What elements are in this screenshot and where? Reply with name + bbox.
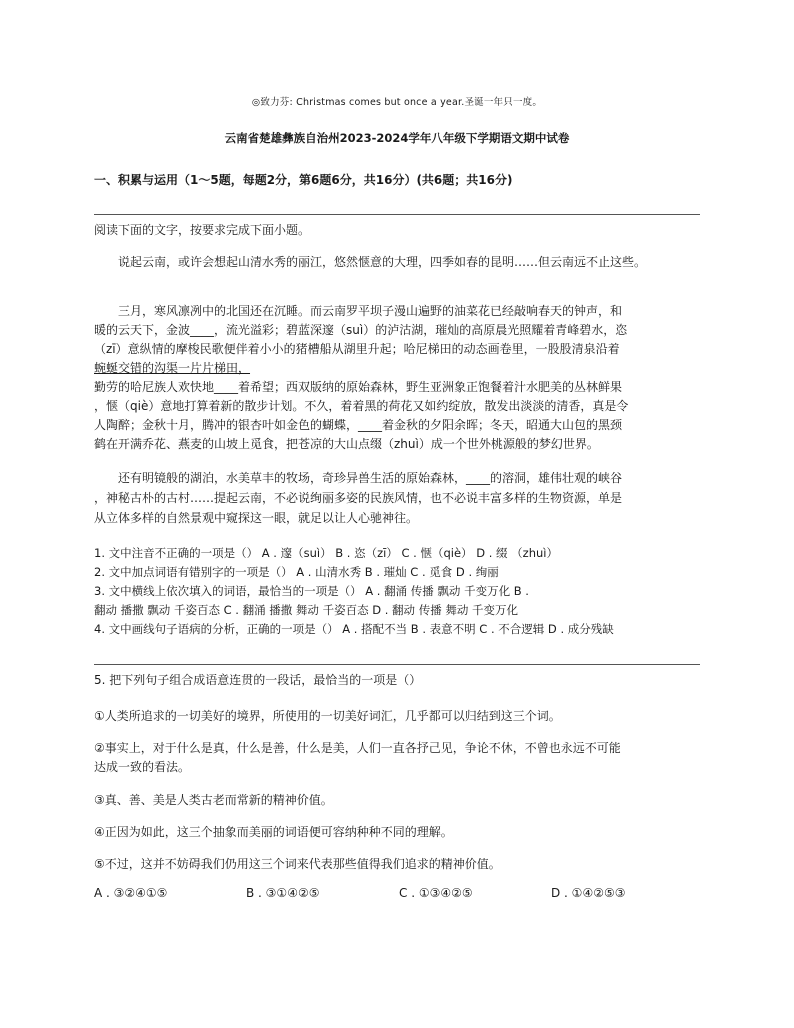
question-2: 2. 文中加点词语有错别字的一项是（） A . 山清水秀 B . 璀灿 C . 觅食 D . 绚丽 <box>94 565 499 579</box>
p2-line-5: 勤劳的哈尼族人欢快地____着希望；西双版纳的原始森林，野生亚洲象正饱餐着汁水肥美的丛林鲜果 <box>94 380 623 394</box>
section-heading: 一、积累与运用（1～5题，每题2分，第6题6分，共16分）(共6题；共16分) <box>94 173 513 187</box>
header-motto: ◎致力芬: Christmas comes but once a year.圣诞一年只一度。 <box>251 97 543 108</box>
question-3-line-1: 3. 文中横线上依次填入的词语，最恰当的一项是（） A . 翻涌 传播 飘动 千变万化 B . <box>94 584 529 598</box>
q5-option-d[interactable]: D . ①④②⑤③ <box>551 886 626 900</box>
q5-sentence-1: ①人类所追求的一切美好的境界，所使用的一切美好词汇，几乎都可以归结到这三个词。 <box>94 709 561 723</box>
p3-line-1: 还有明镜般的湖泊，水美草丰的牧场，奇珍异兽生活的原始森林，____的溶洞，雄伟壮观的峡谷 <box>118 471 623 485</box>
p2-line-7: 人陶醉；金秋十月，腾冲的银杏叶如金色的蝴蝶，____着金秋的夕阳余晖；冬天，昭通大山包的黑颈 <box>94 418 623 432</box>
passage-p1-text: 说起云南，或许会想起山清水秀的丽江，悠然惬意的大理，四季如春的昆明……但云南远不止这些。 <box>118 255 647 269</box>
p2-line-8: 鹤在开满乔花、燕麦的山坡上觅食，把苍凉的大山点缀（zhuì）成一个世外桃源般的梦幻世界。 <box>94 437 599 451</box>
exam-title: 云南省楚雄彝族自治州2023-2024学年八年级下学期语文期中试卷 <box>224 131 570 145</box>
p2-line-6: ，惬（qiè）意地打算着新的散步计划。不久，着着黑的荷花又如约绽放，散发出淡淡的清香，真是令 <box>94 399 629 413</box>
divider-top <box>94 214 700 215</box>
question-4: 4. 文中画线句子语病的分析，正确的一项是（） A . 搭配不当 B . 表意不明 C . 不合逻辑 D . 成分残缺 <box>94 622 614 636</box>
question-1: 1. 文中注音不正确的一项是（） A . 邃（suì） B . 恣（zī） C . 惬（qiè） D . 缀 （zhuì） <box>94 546 558 560</box>
passage-paragraph-1 <box>94 252 700 272</box>
p2-line-1: 三月，寒风凛冽中的北国还在沉睡。而云南罗平坝子漫山遍野的油菜花已经敲响春天的钟声，和 <box>118 304 623 318</box>
passage-paragraph-3 <box>94 468 700 528</box>
q5-sentence-4: ④正因为如此，这三个抽象而美丽的词语便可容纳种种不同的理解。 <box>94 825 453 839</box>
p2-line-4: 蜿蜒交错的沟渠一片片梯田， <box>94 361 251 375</box>
q5-sentence-3: ③真、善、美是人类古老而常新的精神价值。 <box>94 793 333 807</box>
q5-sentence-2-line-2: 达成一致的看法。 <box>94 760 191 774</box>
question-5-stem: 5. 把下列句子组合成语意连贯的一段话，最恰当的一项是（） <box>94 673 422 687</box>
p3-line-3: 从立体多样的自然景观中窥探这一眼，就足以让人心驰神往。 <box>94 511 419 525</box>
question-3-line-2: 翻动 播撒 飘动 千姿百态 C . 翻涌 播撒 舞动 千姿百态 D . 翻动 传播 舞动 千变万化 <box>94 603 519 617</box>
q5-option-c[interactable]: C . ①③④②⑤ <box>399 886 473 900</box>
q5-sentence-5: ⑤不过，这并不妨碍我们仍用这三个词来代表那些值得我们追求的精神价值。 <box>94 857 501 871</box>
passage-intro: 阅读下面的文字，按要求完成下面小题。 <box>94 223 311 237</box>
q5-option-b[interactable]: B . ③①④②⑤ <box>246 886 320 900</box>
q5-option-a[interactable]: A . ③②④①⑤ <box>94 886 168 900</box>
p3-line-2: ，神秘古朴的古村……提起云南，不必说绚丽多姿的民族风情，也不必说丰富多样的生物资源，单是 <box>94 491 623 505</box>
p2-line-2: 暖的云天下，金波____，流光溢彩；碧蓝深邃（suì）的泸沽湖，璀灿的高原晨光照耀着青峰碧水，恣 <box>94 323 628 337</box>
q5-sentence-2-line-1: ②事实上，对于什么是真，什么是善，什么是美，人们一直各抒己见，争论不休，不曾也永远不可能 <box>94 741 621 755</box>
passage-paragraph-2 <box>94 302 700 454</box>
p2-line-3: （zī）意纵情的摩梭民歌便伴着小小的猪槽船从湖里升起；哈尼梯田的动态画卷里，一股股清泉沿着 <box>94 342 620 356</box>
divider-q5 <box>94 664 700 665</box>
